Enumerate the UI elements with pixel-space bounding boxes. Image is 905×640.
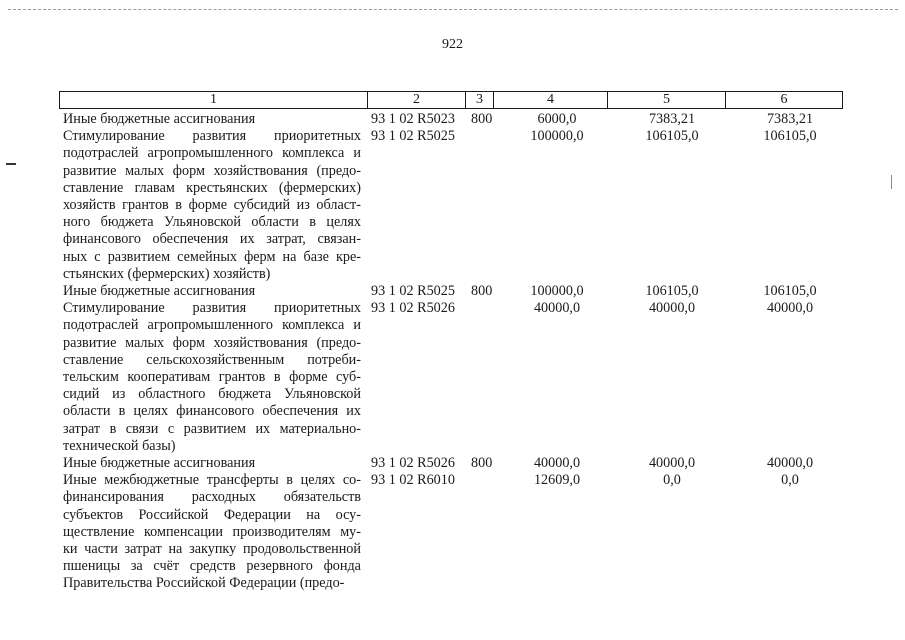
- description-line: ществление компенсации производителям му-: [63, 523, 361, 540]
- scan-mark-left: [6, 163, 16, 165]
- column-header: 1: [60, 92, 368, 109]
- column-header: 3: [466, 92, 494, 109]
- description-line: Иные межбюджетные трансферты в целях со-: [63, 472, 361, 489]
- description-line: Правительства Российской Федерации (предо-: [63, 575, 345, 592]
- amount-col-6: 0,0: [781, 472, 799, 489]
- description-line: подотраслей агропромышленного комплекса и: [63, 317, 361, 334]
- description-line: развитие малых форм хозяйствования (предо-: [63, 334, 361, 351]
- column-header: 6: [726, 92, 843, 109]
- description-line: финансирования расходных обязательств: [63, 489, 361, 506]
- page-number: 922: [442, 37, 463, 52]
- row-description: [63, 455, 361, 472]
- description-line: развитие малых форм хозяйствования (предо-: [63, 162, 361, 179]
- amount-col-4: 40000,0: [533, 455, 581, 471]
- target-article-code: 93 1 02 R5026: [371, 300, 455, 317]
- amount-col-6: 106105,0: [763, 283, 817, 299]
- amount-col-6: 106105,0: [763, 128, 817, 145]
- description-line: субъектов Российской Федерации на осу-: [63, 506, 361, 523]
- scan-mark-right: [891, 175, 892, 189]
- amount-col-5: 106105,0: [645, 128, 699, 145]
- description-line: ставление главам крестьянских (фермерских): [63, 179, 361, 196]
- description-line: затрат в связи с развитием их материально-: [63, 420, 361, 437]
- description-line: Стимулирование развития приоритетных: [63, 300, 361, 317]
- description-line: хозяйств грантов в форме субсидий из област-: [63, 197, 361, 213]
- row-description: [63, 283, 361, 300]
- expense-type-code: 800: [471, 283, 493, 299]
- amount-col-4: 40000,0: [533, 300, 581, 317]
- description-line: сидий из областного бюджета Ульяновской: [63, 386, 361, 403]
- amount-col-5: 7383,21: [648, 111, 696, 127]
- column-header: 2: [368, 92, 466, 109]
- amount-col-4: 100000,0: [530, 128, 584, 145]
- column-header-row: [60, 92, 843, 109]
- amount-col-5: 40000,0: [648, 455, 696, 471]
- description-line: ных с развитием семейных ферм на базе кре-: [63, 248, 361, 265]
- target-article-code: 93 1 02 R5025: [371, 128, 455, 145]
- description-line: Стимулирование развития приоритетных: [63, 128, 361, 145]
- description-line: подотраслей агропромышленного комплекса и: [63, 145, 361, 162]
- target-article-code: 93 1 02 R5025: [371, 283, 455, 299]
- description-line: Иные бюджетные ассигнования: [63, 455, 256, 471]
- amount-col-6: 40000,0: [766, 300, 814, 317]
- amount-col-4: 6000,0: [537, 111, 577, 127]
- row-description: [63, 472, 361, 592]
- description-line: стьянских (фермерских) хозяйств): [63, 265, 271, 282]
- column-header: 4: [494, 92, 608, 109]
- amount-col-6: 40000,0: [766, 455, 814, 471]
- description-line: технической базы): [63, 437, 176, 454]
- target-article-code: 93 1 02 R5026: [371, 455, 455, 471]
- description-line: пшеницы за счёт средств резервного фонда: [63, 558, 361, 575]
- description-line: тельским кооперативам грантов в форме суб-: [63, 369, 361, 385]
- target-article-code: 93 1 02 R5023: [371, 111, 455, 127]
- amount-col-5: 106105,0: [645, 283, 699, 299]
- expense-type-code: 800: [471, 111, 493, 127]
- row-description: [63, 128, 361, 283]
- amount-col-5: 0,0: [663, 472, 681, 489]
- row-description: [63, 111, 361, 128]
- description-line: Иные бюджетные ассигнования: [63, 283, 256, 299]
- description-line: Иные бюджетные ассигнования: [63, 111, 256, 127]
- row-description: [63, 300, 361, 455]
- scan-border-line: [8, 9, 898, 10]
- description-line: ки части затрат на закупку продовольственной: [63, 541, 361, 557]
- description-line: области в целях финансового обеспечения их: [63, 403, 361, 420]
- amount-col-4: 12609,0: [533, 472, 581, 489]
- amount-col-6: 7383,21: [766, 111, 814, 127]
- expense-type-code: 800: [471, 455, 493, 471]
- description-line: финансового обеспечения их затрат, связан-: [63, 231, 361, 248]
- amount-col-4: 100000,0: [530, 283, 584, 299]
- amount-col-5: 40000,0: [648, 300, 696, 317]
- target-article-code: 93 1 02 R6010: [371, 472, 455, 489]
- column-header-table: [59, 91, 843, 109]
- column-header: 5: [608, 92, 726, 109]
- description-line: ного бюджета Ульяновской области в целях: [63, 214, 361, 231]
- description-line: ставление сельскохозяйственным потреби-: [63, 351, 361, 368]
